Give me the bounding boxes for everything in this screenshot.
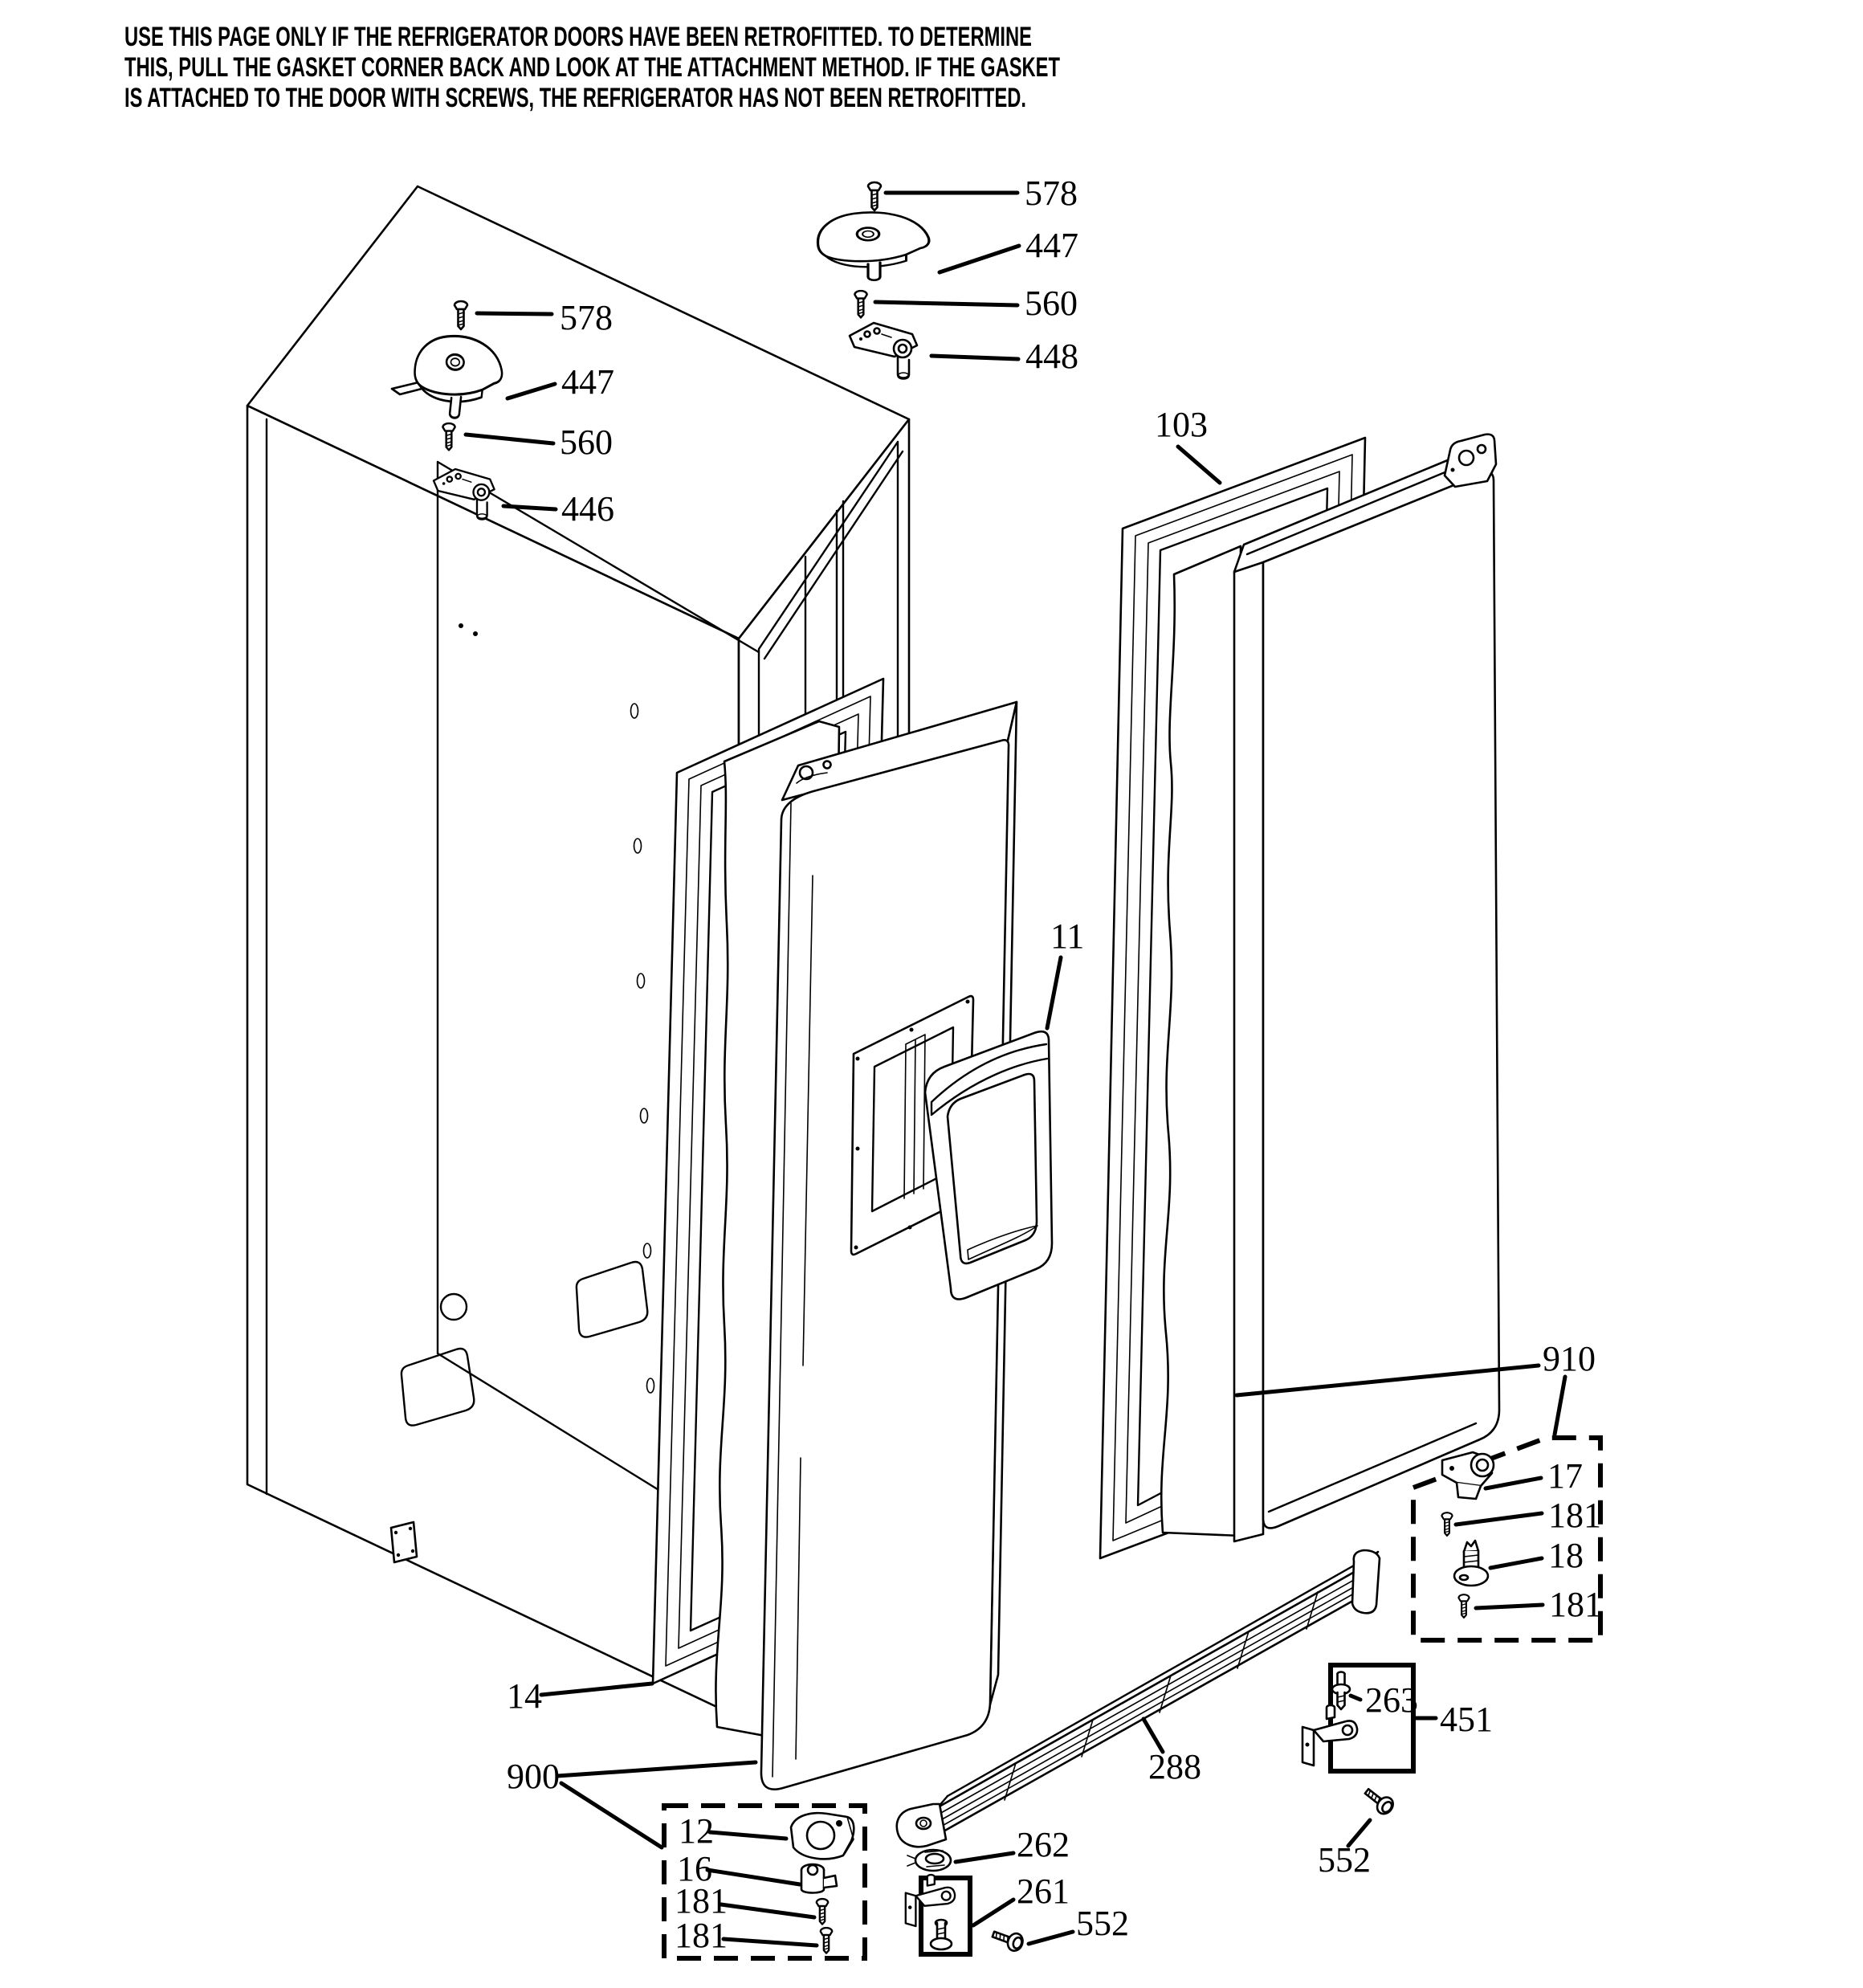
leader-line-103	[1178, 447, 1220, 483]
pin-263	[1332, 1672, 1350, 1710]
part-label-181-b: 181	[1549, 1585, 1602, 1624]
part-label-262: 262	[1017, 1825, 1070, 1864]
leader-line-11	[1047, 957, 1061, 1028]
part-label-446-left: 446	[561, 489, 614, 529]
leader-line-18	[1490, 1558, 1542, 1568]
part-label-560-right: 560	[1025, 284, 1078, 323]
leader-line-263	[1351, 1696, 1360, 1700]
leader-line-447-right	[940, 246, 1019, 272]
part-label-578-right: 578	[1025, 173, 1078, 213]
part-label-181-d: 181	[675, 1916, 728, 1955]
hinge-pin-18	[1454, 1541, 1488, 1586]
rivet-261	[931, 1920, 952, 1949]
part-label-552-right: 552	[1318, 1840, 1371, 1880]
part-label-11: 11	[1050, 916, 1085, 956]
screw-181-c	[817, 1899, 828, 1925]
hinge-cover-447-right	[818, 212, 929, 280]
bushing-16	[801, 1864, 837, 1893]
part-label-261: 261	[1017, 1872, 1070, 1911]
part-label-16: 16	[677, 1849, 712, 1888]
part-label-18: 18	[1548, 1536, 1584, 1575]
leader-line-578-left	[477, 313, 552, 314]
part-label-451: 451	[1440, 1700, 1493, 1739]
leader-line-552-bottom	[1029, 1932, 1073, 1944]
fridge-door-liner-art	[1161, 546, 1241, 1536]
part-label-103: 103	[1155, 405, 1208, 444]
part-label-181-c: 181	[675, 1881, 728, 1921]
part-label-288: 288	[1148, 1747, 1201, 1786]
page-warning-header	[124, 22, 1060, 113]
part-label-560-left: 560	[560, 423, 613, 462]
part-label-900: 900	[507, 1757, 560, 1796]
part-label-578-left: 578	[560, 298, 613, 337]
part-label-552-bottom: 552	[1076, 1904, 1129, 1943]
part-label-447-right: 447	[1025, 226, 1078, 265]
part-label-910: 910	[1543, 1339, 1596, 1378]
leader-line-17	[1486, 1478, 1541, 1488]
leader-line-181-c	[721, 1904, 814, 1917]
part-label-14: 14	[507, 1676, 542, 1716]
screw-181-a	[1441, 1512, 1452, 1536]
grille-right-end-cap	[1352, 1550, 1380, 1613]
leader-line-14	[541, 1684, 652, 1695]
leader-line-181-d	[724, 1939, 817, 1945]
header-line-3: IS ATTACHED TO THE DOOR WITH SCREWS, THE REFRIGERATOR HAS NOT BEEN RETROFITTED.	[124, 83, 1026, 113]
fridge-door-art	[1234, 435, 1499, 1541]
screw-181-d	[821, 1928, 832, 1953]
header-line-1: USE THIS PAGE ONLY IF THE REFRIGERATOR DOORS HAVE BEEN RETROFITTED. TO DETERMINE	[124, 22, 1032, 52]
part-label-17: 17	[1547, 1456, 1583, 1496]
part-label-181-a: 181	[1548, 1496, 1601, 1535]
leader-line-261	[973, 1900, 1013, 1925]
bracket-17	[1442, 1452, 1494, 1499]
leader-line-181-b	[1476, 1605, 1543, 1608]
screw-560-right	[854, 291, 866, 317]
leader-line-560-right	[875, 302, 1017, 305]
bracket-261	[906, 1875, 955, 1926]
leader-line-910	[1555, 1377, 1565, 1435]
bolt-552-right	[1361, 1784, 1396, 1817]
screw-181-b	[1458, 1594, 1469, 1618]
part-label-448-right: 448	[1025, 337, 1078, 376]
part-label-12: 12	[679, 1811, 714, 1851]
top-hinge-448	[850, 323, 917, 379]
bolt-552-bottom	[990, 1926, 1025, 1953]
leader-line-12	[710, 1832, 786, 1839]
fridge-door-hinge-plate	[1445, 435, 1496, 487]
leader-line-262	[956, 1853, 1013, 1862]
leader-line-900	[561, 1783, 662, 1847]
part-label-263: 263	[1365, 1680, 1418, 1720]
leader-line-448-right	[932, 356, 1018, 359]
leader-line-181-a	[1456, 1513, 1542, 1525]
screw-578-right	[868, 182, 881, 210]
clip-262	[907, 1850, 951, 1871]
part-label-447-left: 447	[561, 362, 614, 402]
header-line-2: THIS, PULL THE GASKET CORNER BACK AND LOOK AT THE ATTACHMENT METHOD. IF THE GASKET	[124, 52, 1061, 83]
hinge-cover-12	[791, 1813, 854, 1859]
leader-line-900	[557, 1762, 756, 1776]
